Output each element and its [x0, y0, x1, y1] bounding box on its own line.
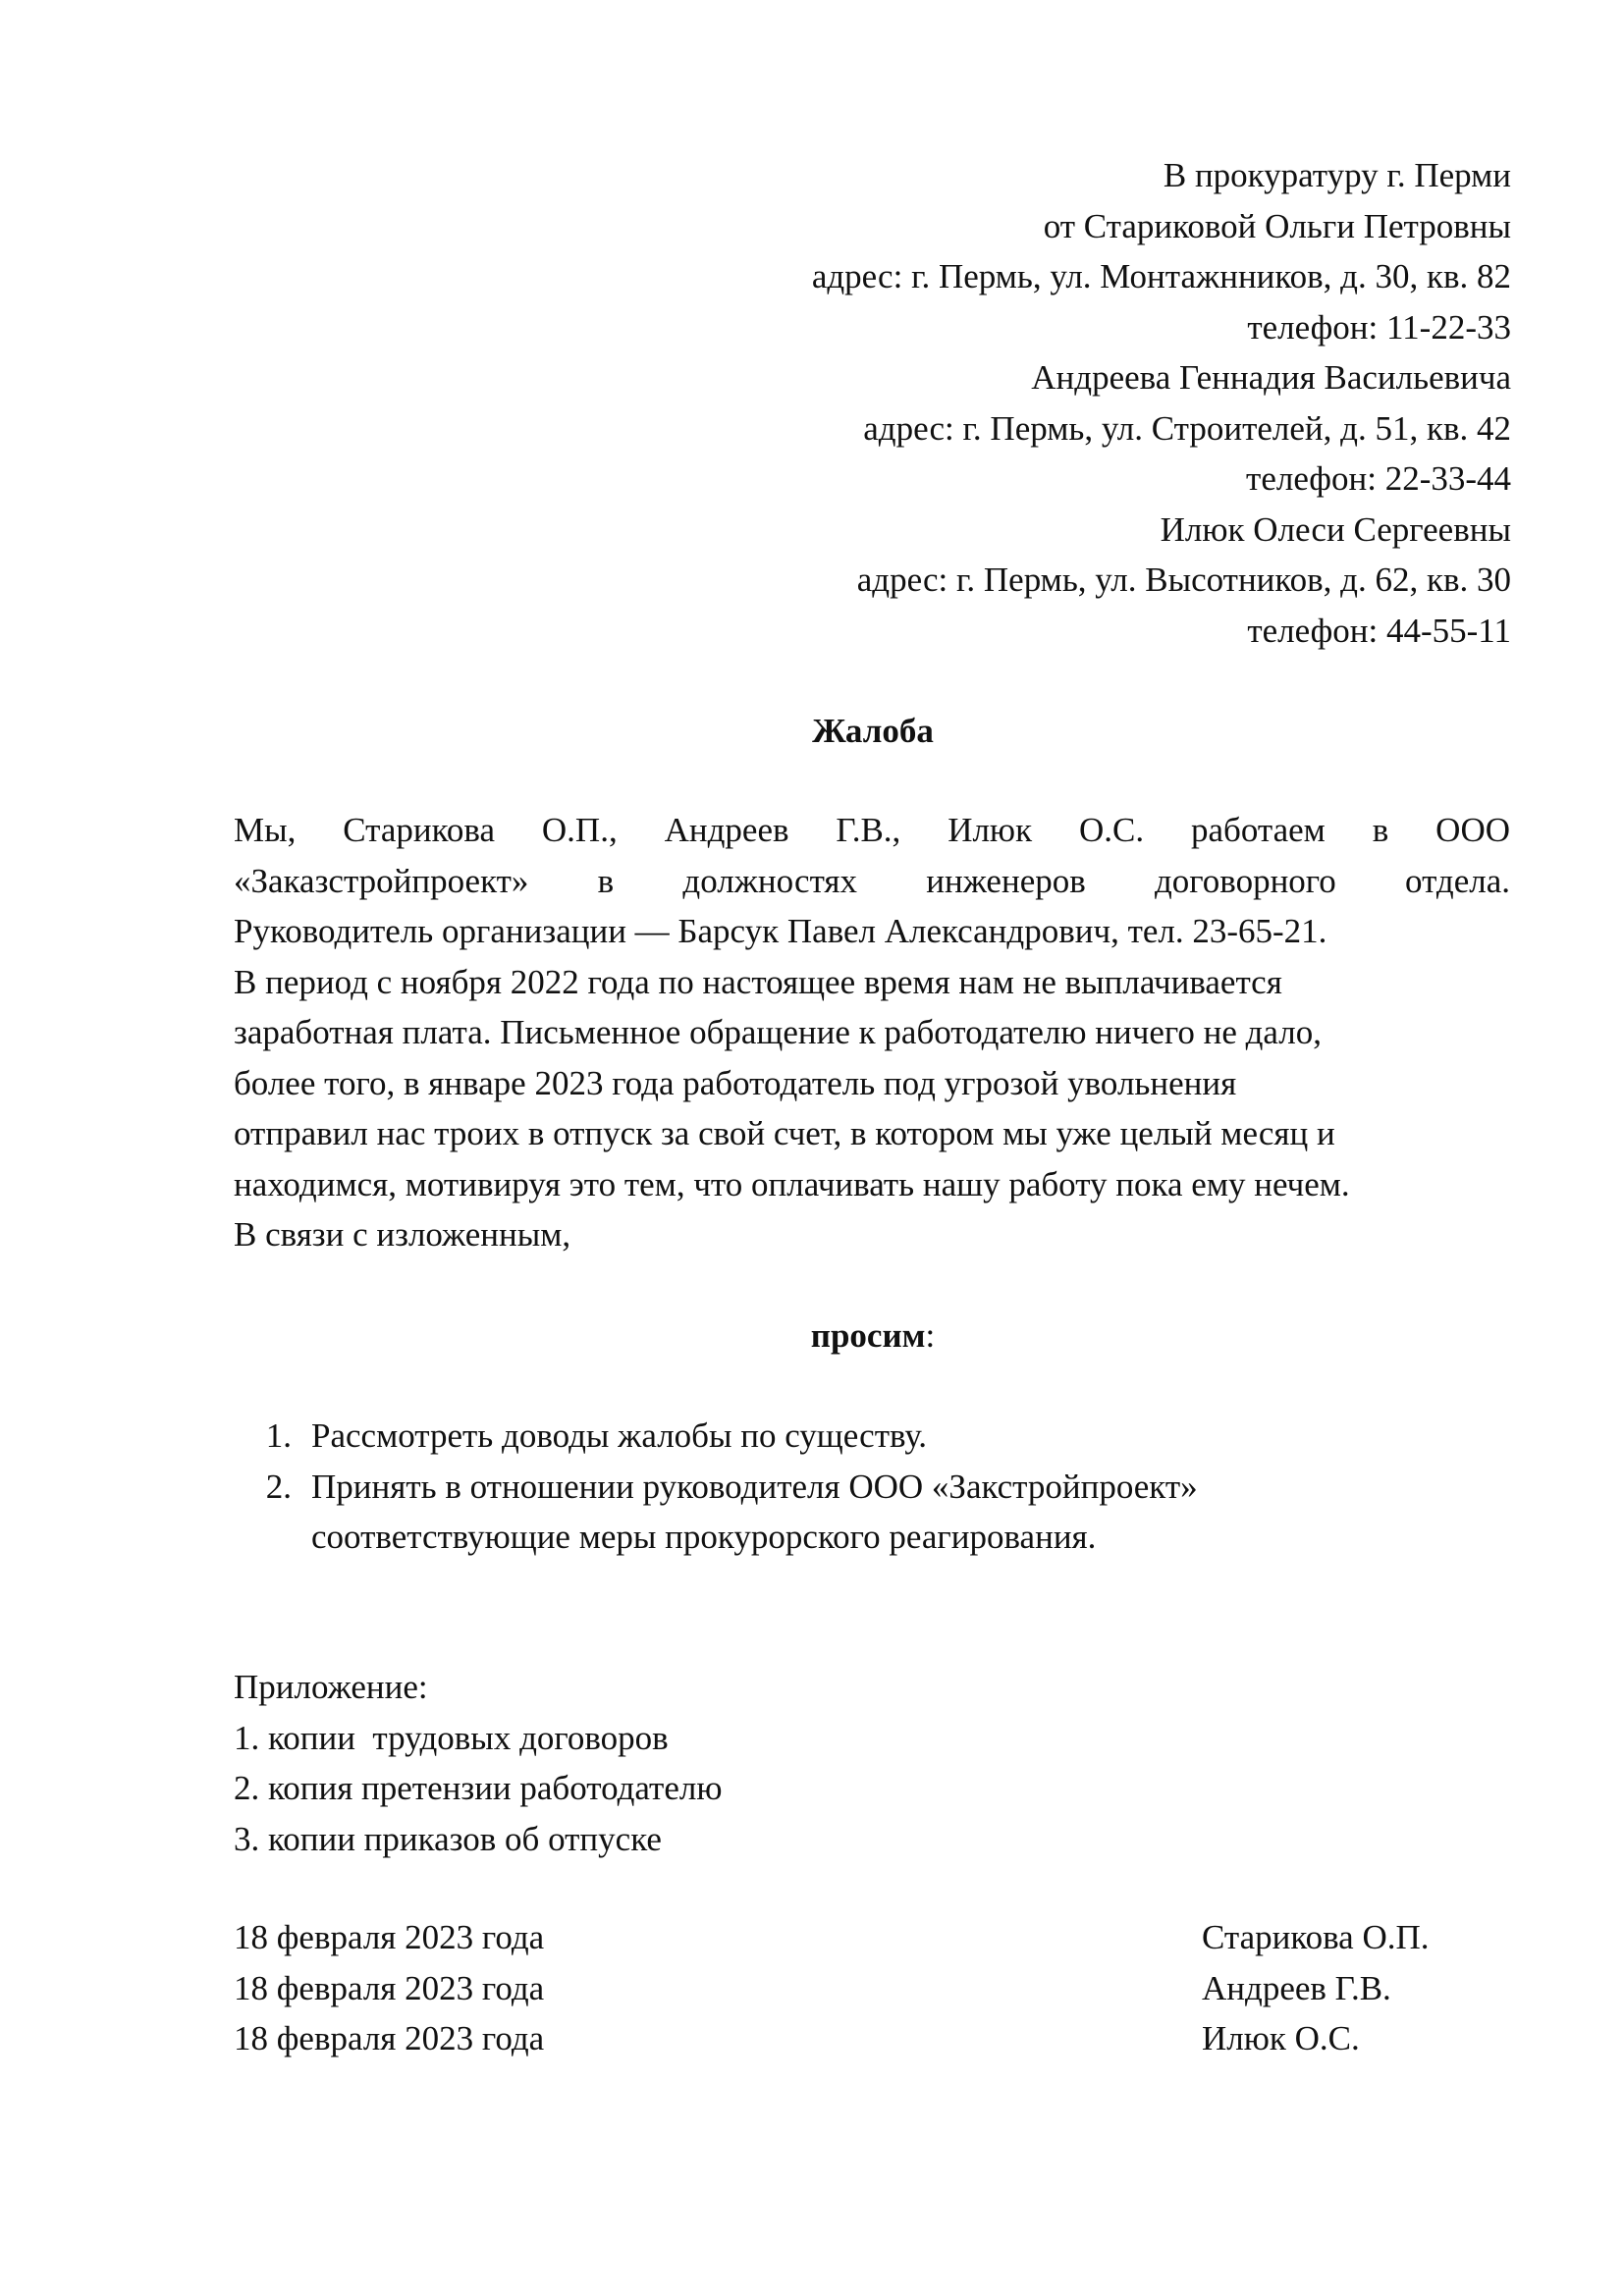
signatures-block — [234, 1912, 1510, 2064]
list-item-text: соответствующие меры прокурорского реагирования. — [311, 1518, 1097, 1556]
body-line: заработная плата. Письменное обращение к работодателю ничего не дало, — [234, 1013, 1322, 1051]
addressee-block — [812, 150, 1511, 656]
request-heading — [0, 1310, 1624, 1362]
sender-address: адрес: г. Пермь, ул. Строителей, д. 51, кв. 42 — [863, 408, 1511, 448]
signature-row — [234, 1912, 1510, 1963]
signatory-name: Старикова О.П. — [1202, 1918, 1430, 1956]
signature-date: 18 февраля 2023 года — [234, 2019, 545, 2057]
body-line: более того, в январе 2023 года работодатель под угрозой увольнения — [234, 1063, 1237, 1102]
sender-line: Андреева Геннадия Васильевича — [1031, 358, 1511, 397]
addressee-line: В прокуратуру г. Перми — [1163, 156, 1511, 194]
signatory-name: Илюк О.С. — [1202, 2019, 1360, 2057]
signature-date: 18 февраля 2023 года — [234, 1918, 545, 1956]
sender-line: от Стариковой Ольги Петровны — [1043, 206, 1511, 245]
list-item-number: 2. — [265, 1467, 292, 1506]
complaint-body — [234, 805, 1510, 1260]
list-item — [234, 1462, 1510, 1563]
sender-phone: телефон: 44-55-11 — [1247, 611, 1511, 650]
sender-line: Илюк Олеси Сергеевны — [1160, 509, 1511, 549]
attachments-heading: Приложение: — [234, 1668, 428, 1706]
body-line: В связи с изложенным, — [234, 1215, 571, 1254]
signature-row — [234, 2013, 1510, 2064]
document-title: Жалоба — [812, 712, 934, 750]
list-item-text: Принять в отношении руководителя ООО «Закстройпроект» — [311, 1467, 1198, 1506]
body-line: Мы, Старикова О.П., Андреев Г.В., Илюк О.С. работаем в ООО — [234, 811, 1510, 849]
signatory-name: Андреев Г.В. — [1202, 1968, 1391, 2007]
sender-address: адрес: г. Пермь, ул. Монтажнников, д. 30, кв. 82 — [811, 257, 1511, 295]
body-line: «Заказстройпроект» в должностях инженеров договорного отдела. — [234, 861, 1510, 900]
request-word: просим — [810, 1316, 926, 1355]
attachment-item: 2. копия претензии работодателю — [234, 1769, 723, 1807]
body-line: В период с ноября 2022 года по настоящее время нам не выплачивается — [234, 962, 1282, 1001]
signature-row — [234, 1963, 1510, 2014]
list-item-number: 1. — [265, 1416, 292, 1455]
signature-date: 18 февраля 2023 года — [234, 1968, 545, 2007]
list-item-text: Рассмотреть доводы жалобы по существу. — [311, 1416, 928, 1455]
sender-phone: телефон: 22-33-44 — [1246, 459, 1511, 498]
request-colon: : — [925, 1316, 936, 1355]
body-line: находимся, мотивируя это тем, что оплачивать нашу работу пока ему нечем. — [234, 1164, 1350, 1203]
request-list — [234, 1411, 1510, 1563]
sender-address: адрес: г. Пермь, ул. Высотников, д. 62, кв. 30 — [856, 561, 1511, 599]
attachment-item: 1. копии трудовых договоров — [234, 1718, 669, 1757]
sender-phone: телефон: 11-22-33 — [1247, 307, 1511, 347]
attachments-block — [234, 1662, 723, 1864]
body-line: отправил нас троих в отпуск за свой счет, в котором мы уже целый месяц и — [234, 1114, 1335, 1152]
body-line: Руководитель организации — Барсук Павел Александрович, тел. 23-65-21. — [234, 912, 1327, 950]
list-item — [234, 1411, 1510, 1462]
attachment-item: 3. копии приказов об отпуске — [234, 1819, 662, 1858]
